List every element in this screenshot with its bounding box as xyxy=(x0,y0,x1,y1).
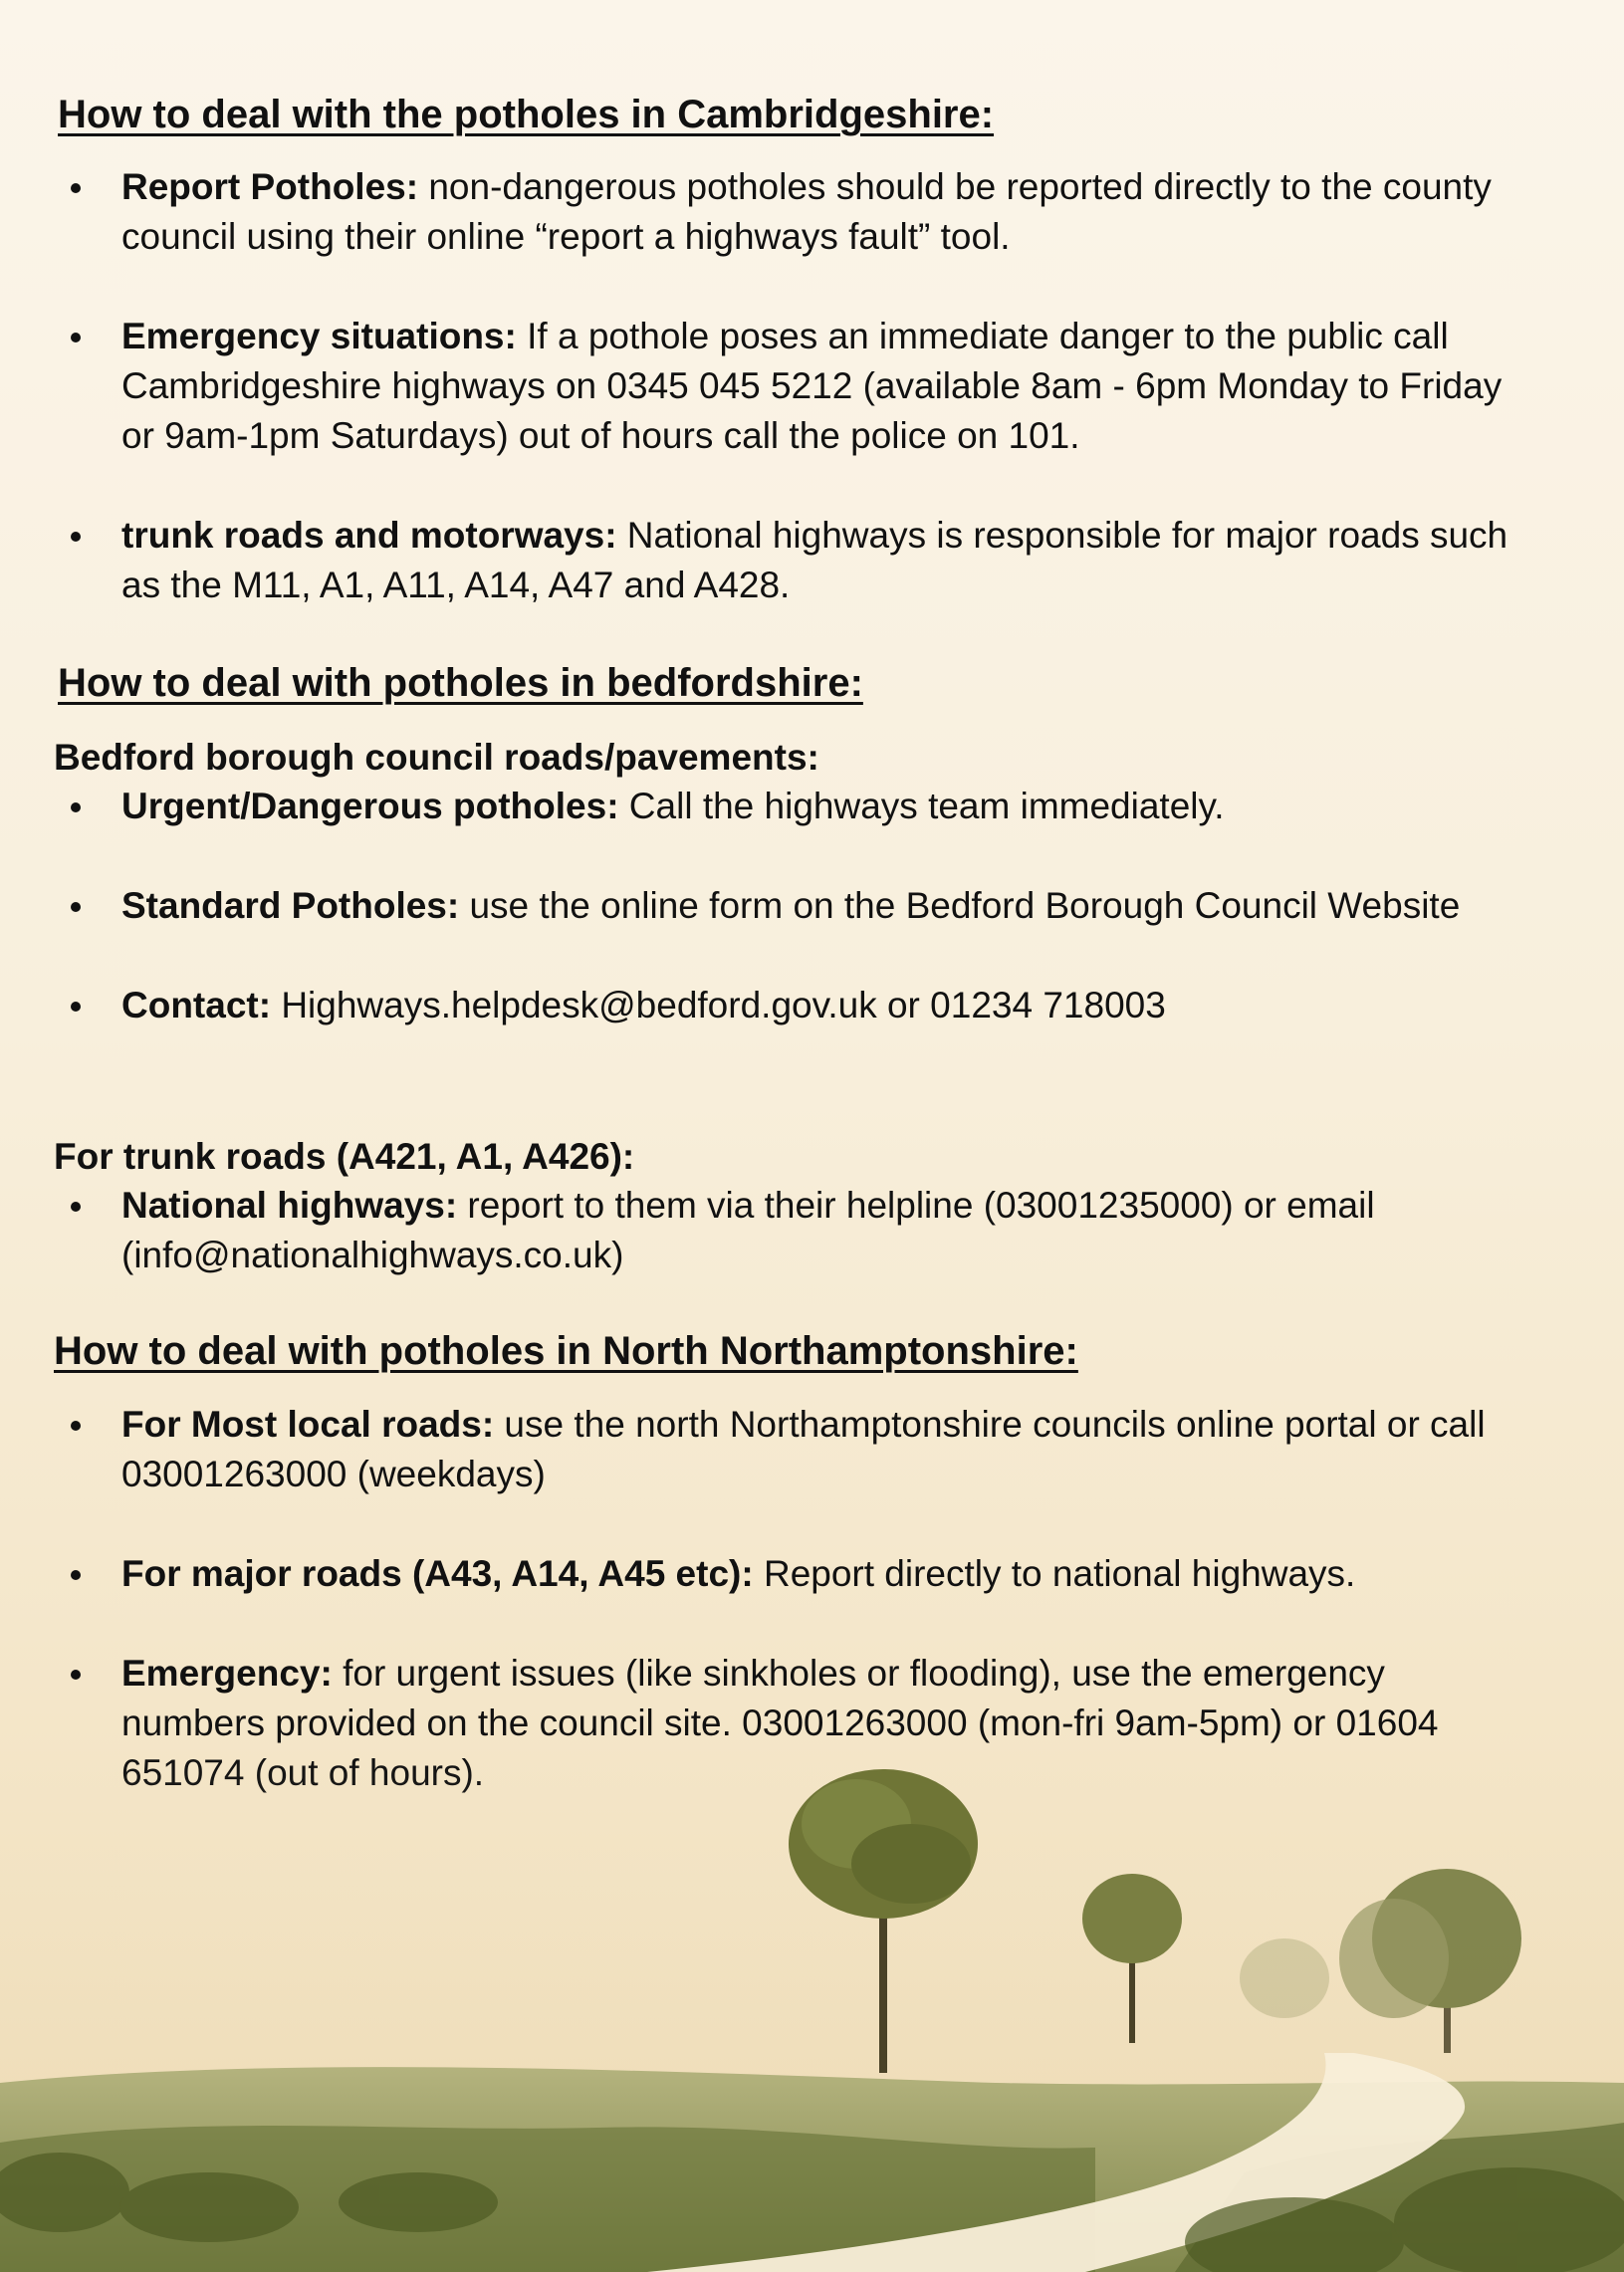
trunk-roads-subheading: For trunk roads (A421, A1, A426): xyxy=(54,1136,635,1177)
north-northamptonshire-list xyxy=(58,1400,1531,1798)
bedfordshire-heading: How to deal with potholes in bedfordshire: xyxy=(58,661,863,705)
item-label: Emergency: xyxy=(121,1653,333,1694)
bedford-council-list xyxy=(58,782,1531,1030)
item-text: report to them via their helpline (03001235000) or email (info@nationalhighways.co.uk) xyxy=(121,1185,1375,1275)
item-text: Report directly to national highways. xyxy=(753,1553,1356,1594)
list-item xyxy=(58,162,1531,262)
list-item xyxy=(58,881,1531,931)
item-label: National highways: xyxy=(121,1185,458,1226)
trunk-roads-list xyxy=(58,1181,1531,1280)
item-label: Contact: xyxy=(121,985,272,1025)
countryside-road-illustration xyxy=(0,1754,1624,2272)
item-label: Urgent/Dangerous potholes: xyxy=(121,786,619,826)
list-item xyxy=(58,1400,1531,1499)
item-text: Highways.helpdesk@bedford.gov.uk or 01234 718003 xyxy=(271,985,1166,1025)
list-item xyxy=(58,511,1531,610)
item-text: If a pothole poses an immediate danger to the public call Cambridgeshire highways on 0345 045 5212 (available 8am - 6pm Monday to Friday or 9am-1pm Saturdays) out of hours call the police on 101. xyxy=(121,316,1503,456)
cambridgeshire-list xyxy=(58,162,1531,610)
item-label: Standard Potholes: xyxy=(121,885,460,926)
north-northamptonshire-heading: How to deal with potholes in North Northamptonshire: xyxy=(54,1329,1078,1373)
list-item xyxy=(58,1181,1531,1280)
item-label: Emergency situations: xyxy=(121,316,517,356)
item-label: For Most local roads: xyxy=(121,1404,495,1445)
list-item xyxy=(58,1549,1531,1599)
item-text: use the north Northamptonshire councils online portal or call 03001263000 (weekdays) xyxy=(121,1404,1486,1494)
item-label: trunk roads and motorways: xyxy=(121,515,617,556)
item-label: Report Potholes: xyxy=(121,166,419,207)
bedford-council-subheading: Bedford borough council roads/pavements: xyxy=(54,737,819,778)
item-text: National highways is responsible for major roads such as the M11, A1, A11, A14, A47 and A428. xyxy=(121,515,1508,605)
item-text: Call the highways team immediately. xyxy=(618,786,1225,826)
item-text: use the online form on the Bedford Borough Council Website xyxy=(459,885,1461,926)
cambridgeshire-heading: How to deal with the potholes in Cambridgeshire: xyxy=(58,93,995,136)
item-label: For major roads (A43, A14, A45 etc): xyxy=(121,1553,754,1594)
list-item xyxy=(58,981,1531,1030)
list-item xyxy=(58,312,1531,461)
item-text: non-dangerous potholes should be reported directly to the county council using their online “report a highways fault” tool. xyxy=(121,166,1492,257)
list-item xyxy=(58,782,1531,831)
item-text: for urgent issues (like sinkholes or flooding), use the emergency numbers provided on the council site. 03001263000 (mon-fri 9am-5pm) or 01604 xyxy=(121,1653,1439,1743)
